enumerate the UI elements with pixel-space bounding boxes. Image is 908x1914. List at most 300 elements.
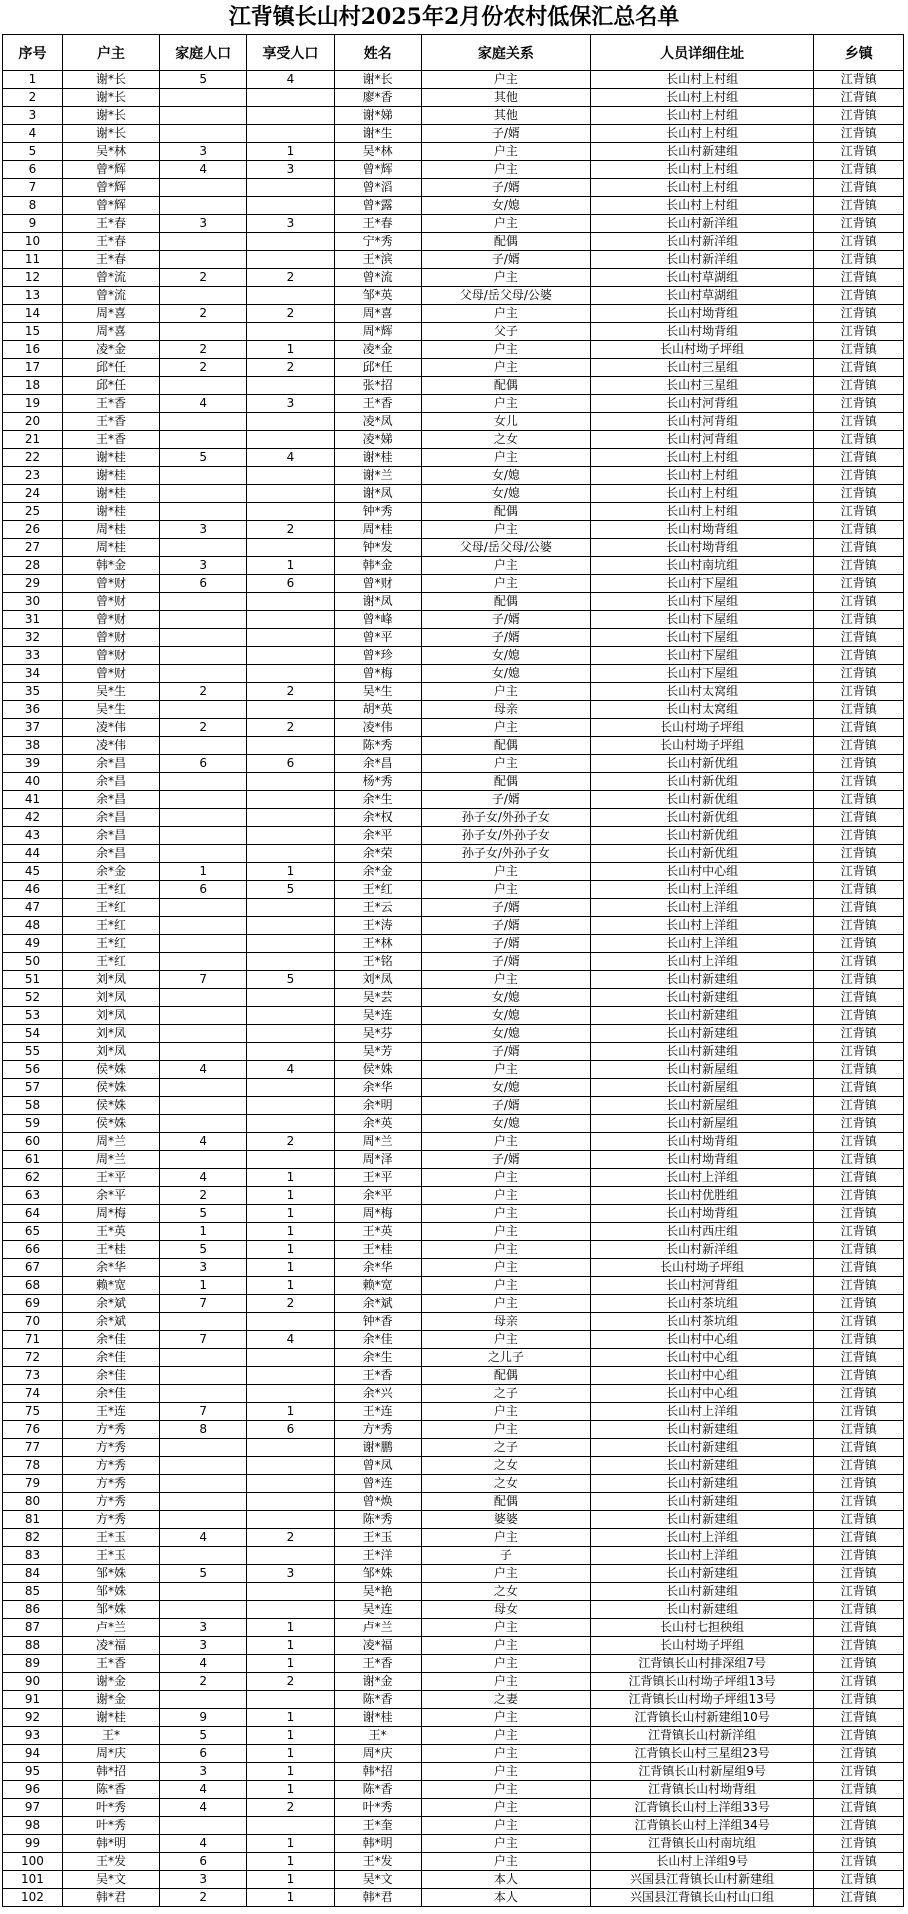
cell-township: 江背镇 bbox=[814, 1835, 904, 1853]
cell-address: 长山村太窝组 bbox=[590, 683, 814, 701]
cell-index: 2 bbox=[3, 89, 63, 107]
cell-township: 江背镇 bbox=[814, 341, 904, 359]
cell-name: 余*兴 bbox=[334, 1385, 421, 1403]
cell-householder: 余*佳 bbox=[62, 1331, 159, 1349]
cell-township: 江背镇 bbox=[814, 197, 904, 215]
cell-address: 长山村上村组 bbox=[590, 467, 814, 485]
cell-name: 曾*凤 bbox=[334, 1457, 421, 1475]
cell-beneficiaries bbox=[247, 539, 334, 557]
cell-township: 江背镇 bbox=[814, 647, 904, 665]
cell-beneficiaries bbox=[247, 1115, 334, 1133]
cell-household-size: 3 bbox=[160, 557, 247, 575]
cell-householder: 曾*财 bbox=[62, 611, 159, 629]
cell-relation: 户主 bbox=[421, 161, 590, 179]
cell-relation: 户主 bbox=[421, 1403, 590, 1421]
cell-beneficiaries bbox=[247, 467, 334, 485]
cell-name: 吴*艳 bbox=[334, 1583, 421, 1601]
cell-address: 长山村坳背组 bbox=[590, 1151, 814, 1169]
cell-name: 周*喜 bbox=[334, 305, 421, 323]
cell-householder: 谢*长 bbox=[62, 71, 159, 89]
cell-name: 王*云 bbox=[334, 899, 421, 917]
table-row bbox=[3, 521, 904, 539]
cell-township: 江背镇 bbox=[814, 1223, 904, 1241]
cell-address: 长山村上洋组 bbox=[590, 917, 814, 935]
cell-relation: 其他 bbox=[421, 107, 590, 125]
cell-beneficiaries bbox=[247, 1313, 334, 1331]
cell-relation: 户主 bbox=[421, 1745, 590, 1763]
cell-household-size bbox=[160, 1817, 247, 1835]
cell-index: 43 bbox=[3, 827, 63, 845]
cell-township: 江背镇 bbox=[814, 305, 904, 323]
cell-householder: 邱*任 bbox=[62, 377, 159, 395]
cell-relation: 配偶 bbox=[421, 1493, 590, 1511]
cell-index: 86 bbox=[3, 1601, 63, 1619]
cell-householder: 曾*财 bbox=[62, 629, 159, 647]
cell-household-size: 4 bbox=[160, 161, 247, 179]
cell-address: 长山村河背组 bbox=[590, 413, 814, 431]
cell-index: 80 bbox=[3, 1493, 63, 1511]
cell-beneficiaries bbox=[247, 1349, 334, 1367]
cell-beneficiaries: 1 bbox=[247, 1223, 334, 1241]
cell-index: 92 bbox=[3, 1709, 63, 1727]
cell-address: 长山村坳子坪组 bbox=[590, 1259, 814, 1277]
cell-household-size: 4 bbox=[160, 395, 247, 413]
cell-householder: 谢*桂 bbox=[62, 485, 159, 503]
cell-name: 周*庆 bbox=[334, 1745, 421, 1763]
table-row bbox=[3, 1151, 904, 1169]
cell-householder: 周*桂 bbox=[62, 521, 159, 539]
cell-address: 长山村新建组 bbox=[590, 1511, 814, 1529]
cell-relation: 女/媳 bbox=[421, 1115, 590, 1133]
cell-relation: 户主 bbox=[421, 1259, 590, 1277]
cell-address: 长山村新优组 bbox=[590, 773, 814, 791]
cell-address: 长山村上村组 bbox=[590, 179, 814, 197]
cell-address: 长山村新建组 bbox=[590, 1601, 814, 1619]
cell-householder: 刘*凤 bbox=[62, 989, 159, 1007]
cell-address: 江背镇长山村新屋组9号 bbox=[590, 1763, 814, 1781]
cell-relation: 子/婿 bbox=[421, 917, 590, 935]
cell-address: 长山村上村组 bbox=[590, 89, 814, 107]
cell-household-size: 2 bbox=[160, 1673, 247, 1691]
cell-index: 101 bbox=[3, 1871, 63, 1889]
cell-township: 江背镇 bbox=[814, 1079, 904, 1097]
cell-address: 长山村新建组 bbox=[590, 1421, 814, 1439]
table-row bbox=[3, 1079, 904, 1097]
cell-name: 赖*宽 bbox=[334, 1277, 421, 1295]
cell-township: 江背镇 bbox=[814, 503, 904, 521]
cell-township: 江背镇 bbox=[814, 629, 904, 647]
cell-township: 江背镇 bbox=[814, 863, 904, 881]
cell-householder: 方*秀 bbox=[62, 1439, 159, 1457]
cell-beneficiaries bbox=[247, 1547, 334, 1565]
cell-householder: 王*英 bbox=[62, 1223, 159, 1241]
table-row bbox=[3, 269, 904, 287]
cell-index: 61 bbox=[3, 1151, 63, 1169]
cell-beneficiaries bbox=[247, 809, 334, 827]
cell-beneficiaries bbox=[247, 1097, 334, 1115]
cell-relation: 本人 bbox=[421, 1889, 590, 1907]
cell-name: 刘*凤 bbox=[334, 971, 421, 989]
table-row bbox=[3, 1403, 904, 1421]
cell-name: 余*生 bbox=[334, 1349, 421, 1367]
cell-relation: 子/婿 bbox=[421, 251, 590, 269]
cell-beneficiaries bbox=[247, 1385, 334, 1403]
cell-township: 江背镇 bbox=[814, 719, 904, 737]
cell-household-size: 5 bbox=[160, 1565, 247, 1583]
cell-relation: 子/婿 bbox=[421, 935, 590, 953]
cell-index: 14 bbox=[3, 305, 63, 323]
cell-address: 长山村下屋组 bbox=[590, 575, 814, 593]
cell-address: 长山村新洋组 bbox=[590, 251, 814, 269]
table-row bbox=[3, 611, 904, 629]
cell-householder: 余*昌 bbox=[62, 791, 159, 809]
cell-householder: 韩*明 bbox=[62, 1835, 159, 1853]
column-header-township: 乡镇 bbox=[814, 35, 904, 71]
cell-index: 59 bbox=[3, 1115, 63, 1133]
cell-address: 长山村中心组 bbox=[590, 1349, 814, 1367]
table-row bbox=[3, 485, 904, 503]
cell-address: 长山村上洋组 bbox=[590, 881, 814, 899]
cell-name: 曾*珍 bbox=[334, 647, 421, 665]
cell-index: 78 bbox=[3, 1457, 63, 1475]
cell-householder: 谢*桂 bbox=[62, 503, 159, 521]
table-row bbox=[3, 1853, 904, 1871]
cell-address: 长山村上洋组 bbox=[590, 1547, 814, 1565]
cell-relation: 配偶 bbox=[421, 1367, 590, 1385]
table-row bbox=[3, 755, 904, 773]
cell-address: 长山村新建组 bbox=[590, 143, 814, 161]
table-row bbox=[3, 1691, 904, 1709]
cell-address: 长山村上村组 bbox=[590, 125, 814, 143]
cell-address: 长山村中心组 bbox=[590, 1385, 814, 1403]
table-row bbox=[3, 629, 904, 647]
cell-name: 王*涛 bbox=[334, 917, 421, 935]
cell-township: 江背镇 bbox=[814, 107, 904, 125]
cell-relation: 婆婆 bbox=[421, 1511, 590, 1529]
cell-name: 谢*凤 bbox=[334, 485, 421, 503]
cell-name: 曾*连 bbox=[334, 1475, 421, 1493]
cell-name: 周*桂 bbox=[334, 521, 421, 539]
cell-household-size: 4 bbox=[160, 1529, 247, 1547]
table-row bbox=[3, 1709, 904, 1727]
cell-beneficiaries: 1 bbox=[247, 1889, 334, 1907]
cell-beneficiaries: 4 bbox=[247, 1061, 334, 1079]
table-row bbox=[3, 989, 904, 1007]
cell-beneficiaries bbox=[247, 1439, 334, 1457]
cell-address: 长山村上洋组9号 bbox=[590, 1853, 814, 1871]
cell-beneficiaries: 1 bbox=[247, 1619, 334, 1637]
cell-township: 江背镇 bbox=[814, 845, 904, 863]
cell-relation: 户主 bbox=[421, 1565, 590, 1583]
cell-address: 长山村上村组 bbox=[590, 485, 814, 503]
cell-beneficiaries bbox=[247, 197, 334, 215]
cell-household-size: 3 bbox=[160, 215, 247, 233]
cell-household-size: 2 bbox=[160, 269, 247, 287]
cell-relation: 女/媳 bbox=[421, 467, 590, 485]
cell-beneficiaries bbox=[247, 917, 334, 935]
table-row bbox=[3, 1493, 904, 1511]
cell-beneficiaries bbox=[247, 827, 334, 845]
cell-householder: 谢*长 bbox=[62, 125, 159, 143]
cell-address: 长山村新屋组 bbox=[590, 1079, 814, 1097]
cell-index: 48 bbox=[3, 917, 63, 935]
cell-township: 江背镇 bbox=[814, 1673, 904, 1691]
cell-index: 73 bbox=[3, 1367, 63, 1385]
table-row bbox=[3, 863, 904, 881]
cell-township: 江背镇 bbox=[814, 1565, 904, 1583]
cell-address: 长山村优胜组 bbox=[590, 1187, 814, 1205]
cell-name: 胡*英 bbox=[334, 701, 421, 719]
cell-name: 王* bbox=[334, 1727, 421, 1745]
cell-township: 江背镇 bbox=[814, 1205, 904, 1223]
table-row bbox=[3, 557, 904, 575]
cell-index: 36 bbox=[3, 701, 63, 719]
cell-relation: 户主 bbox=[421, 1529, 590, 1547]
cell-index: 34 bbox=[3, 665, 63, 683]
cell-index: 98 bbox=[3, 1817, 63, 1835]
cell-householder: 周*喜 bbox=[62, 323, 159, 341]
cell-address: 长山村上洋组 bbox=[590, 1529, 814, 1547]
cell-index: 19 bbox=[3, 395, 63, 413]
table-row bbox=[3, 305, 904, 323]
cell-township: 江背镇 bbox=[814, 1889, 904, 1907]
cell-householder: 邱*任 bbox=[62, 359, 159, 377]
cell-address: 长山村茶坑组 bbox=[590, 1295, 814, 1313]
cell-householder: 邹*姝 bbox=[62, 1583, 159, 1601]
cell-index: 15 bbox=[3, 323, 63, 341]
cell-household-size: 4 bbox=[160, 1799, 247, 1817]
cell-address: 长山村坳子坪组 bbox=[590, 737, 814, 755]
table-row bbox=[3, 1655, 904, 1673]
cell-name: 王*春 bbox=[334, 215, 421, 233]
cell-name: 邹*姝 bbox=[334, 1565, 421, 1583]
table-row bbox=[3, 647, 904, 665]
cell-address: 长山村新优组 bbox=[590, 827, 814, 845]
cell-beneficiaries bbox=[247, 845, 334, 863]
cell-address: 江背镇长山村坳子坪组13号 bbox=[590, 1673, 814, 1691]
cell-township: 江背镇 bbox=[814, 1691, 904, 1709]
cell-name: 谢*生 bbox=[334, 125, 421, 143]
cell-beneficiaries: 4 bbox=[247, 71, 334, 89]
cell-index: 51 bbox=[3, 971, 63, 989]
cell-index: 37 bbox=[3, 719, 63, 737]
cell-address: 长山村上村组 bbox=[590, 71, 814, 89]
cell-householder: 王*红 bbox=[62, 953, 159, 971]
cell-relation: 母亲 bbox=[421, 701, 590, 719]
cell-beneficiaries bbox=[247, 1043, 334, 1061]
cell-township: 江背镇 bbox=[814, 1511, 904, 1529]
cell-index: 94 bbox=[3, 1745, 63, 1763]
cell-relation: 子/婿 bbox=[421, 791, 590, 809]
cell-address: 长山村中心组 bbox=[590, 863, 814, 881]
cell-householder: 吴*生 bbox=[62, 701, 159, 719]
cell-address: 长山村新屋组 bbox=[590, 1061, 814, 1079]
table-row bbox=[3, 1421, 904, 1439]
cell-relation: 之妻 bbox=[421, 1691, 590, 1709]
cell-township: 江背镇 bbox=[814, 575, 904, 593]
cell-index: 72 bbox=[3, 1349, 63, 1367]
table-row bbox=[3, 737, 904, 755]
cell-household-size bbox=[160, 827, 247, 845]
cell-name: 凌*金 bbox=[334, 341, 421, 359]
cell-householder: 王*红 bbox=[62, 935, 159, 953]
cell-name: 谢*兰 bbox=[334, 467, 421, 485]
cell-household-size: 1 bbox=[160, 863, 247, 881]
cell-name: 谢*鹏 bbox=[334, 1439, 421, 1457]
cell-township: 江背镇 bbox=[814, 935, 904, 953]
cell-household-size bbox=[160, 1385, 247, 1403]
cell-beneficiaries: 1 bbox=[247, 1205, 334, 1223]
cell-name: 曾*滔 bbox=[334, 179, 421, 197]
cell-beneficiaries: 1 bbox=[247, 341, 334, 359]
cell-beneficiaries bbox=[247, 737, 334, 755]
cell-beneficiaries bbox=[247, 1079, 334, 1097]
column-header-index: 序号 bbox=[3, 35, 63, 71]
cell-address: 长山村下屋组 bbox=[590, 665, 814, 683]
cell-householder: 王*春 bbox=[62, 215, 159, 233]
cell-householder: 王*春 bbox=[62, 233, 159, 251]
table-row bbox=[3, 1601, 904, 1619]
cell-relation: 母亲 bbox=[421, 1313, 590, 1331]
table-row bbox=[3, 1097, 904, 1115]
cell-householder: 赖*宽 bbox=[62, 1277, 159, 1295]
cell-address: 江背镇长山村南坑组 bbox=[590, 1835, 814, 1853]
cell-address: 江背镇长山村三星组23号 bbox=[590, 1745, 814, 1763]
cell-address: 长山村新建组 bbox=[590, 1493, 814, 1511]
table-row bbox=[3, 953, 904, 971]
cell-household-size bbox=[160, 89, 247, 107]
cell-township: 江背镇 bbox=[814, 1493, 904, 1511]
cell-beneficiaries: 6 bbox=[247, 575, 334, 593]
cell-township: 江背镇 bbox=[814, 1385, 904, 1403]
table-row bbox=[3, 1565, 904, 1583]
cell-beneficiaries: 3 bbox=[247, 395, 334, 413]
cell-beneficiaries: 2 bbox=[247, 305, 334, 323]
column-header-household-size: 家庭人口 bbox=[160, 35, 247, 71]
cell-name: 王*红 bbox=[334, 881, 421, 899]
table-row bbox=[3, 215, 904, 233]
cell-index: 7 bbox=[3, 179, 63, 197]
cell-address: 长山村西庄组 bbox=[590, 1223, 814, 1241]
cell-name: 王*桂 bbox=[334, 1241, 421, 1259]
cell-household-size: 3 bbox=[160, 1637, 247, 1655]
cell-index: 31 bbox=[3, 611, 63, 629]
cell-name: 余*平 bbox=[334, 827, 421, 845]
cell-address: 长山村新建组 bbox=[590, 971, 814, 989]
cell-relation: 孙子女/外孙子女 bbox=[421, 827, 590, 845]
cell-householder: 方*秀 bbox=[62, 1475, 159, 1493]
cell-relation: 户主 bbox=[421, 1853, 590, 1871]
cell-name: 曾*梅 bbox=[334, 665, 421, 683]
cell-householder: 方*秀 bbox=[62, 1493, 159, 1511]
cell-index: 64 bbox=[3, 1205, 63, 1223]
cell-relation: 子/婿 bbox=[421, 1043, 590, 1061]
cell-relation: 配偶 bbox=[421, 737, 590, 755]
table-row bbox=[3, 1007, 904, 1025]
cell-index: 87 bbox=[3, 1619, 63, 1637]
cell-beneficiaries bbox=[247, 1367, 334, 1385]
table-row bbox=[3, 233, 904, 251]
cell-relation: 户主 bbox=[421, 1169, 590, 1187]
cell-householder: 邹*姝 bbox=[62, 1565, 159, 1583]
cell-relation: 户主 bbox=[421, 359, 590, 377]
cell-beneficiaries: 1 bbox=[247, 1835, 334, 1853]
table-row bbox=[3, 1547, 904, 1565]
cell-township: 江背镇 bbox=[814, 233, 904, 251]
table-row bbox=[3, 1457, 904, 1475]
cell-household-size bbox=[160, 431, 247, 449]
cell-address: 长山村上村组 bbox=[590, 107, 814, 125]
cell-relation: 户主 bbox=[421, 1421, 590, 1439]
cell-address: 长山村坳子坪组 bbox=[590, 719, 814, 737]
column-header-name: 姓名 bbox=[334, 35, 421, 71]
table-row bbox=[3, 1367, 904, 1385]
cell-relation: 户主 bbox=[421, 521, 590, 539]
cell-household-size: 5 bbox=[160, 1727, 247, 1745]
table-row bbox=[3, 1439, 904, 1457]
cell-householder: 王*桂 bbox=[62, 1241, 159, 1259]
cell-beneficiaries bbox=[247, 1601, 334, 1619]
cell-household-size: 3 bbox=[160, 1259, 247, 1277]
cell-name: 宁*秀 bbox=[334, 233, 421, 251]
cell-index: 41 bbox=[3, 791, 63, 809]
cell-household-size: 2 bbox=[160, 1187, 247, 1205]
cell-name: 侯*姝 bbox=[334, 1061, 421, 1079]
cell-householder: 曾*辉 bbox=[62, 179, 159, 197]
cell-name: 曾*流 bbox=[334, 269, 421, 287]
cell-township: 江背镇 bbox=[814, 1475, 904, 1493]
cell-householder: 王*春 bbox=[62, 251, 159, 269]
cell-household-size: 6 bbox=[160, 575, 247, 593]
cell-relation: 户主 bbox=[421, 881, 590, 899]
cell-address: 长山村新洋组 bbox=[590, 233, 814, 251]
cell-address: 长山村坳背组 bbox=[590, 539, 814, 557]
cell-householder: 叶*秀 bbox=[62, 1817, 159, 1835]
cell-address: 长山村新建组 bbox=[590, 1007, 814, 1025]
cell-beneficiaries bbox=[247, 323, 334, 341]
table-row bbox=[3, 107, 904, 125]
cell-beneficiaries: 1 bbox=[247, 1763, 334, 1781]
cell-relation: 父母/岳父母/公婆 bbox=[421, 287, 590, 305]
table-row bbox=[3, 539, 904, 557]
cell-beneficiaries bbox=[247, 1025, 334, 1043]
cell-householder: 周*梅 bbox=[62, 1205, 159, 1223]
cell-household-size: 4 bbox=[160, 1835, 247, 1853]
cell-household-size bbox=[160, 413, 247, 431]
cell-index: 79 bbox=[3, 1475, 63, 1493]
cell-householder: 王* bbox=[62, 1727, 159, 1745]
cell-relation: 孙子女/外孙子女 bbox=[421, 809, 590, 827]
cell-index: 89 bbox=[3, 1655, 63, 1673]
cell-name: 余*华 bbox=[334, 1079, 421, 1097]
cell-township: 江背镇 bbox=[814, 899, 904, 917]
cell-beneficiaries: 4 bbox=[247, 449, 334, 467]
cell-index: 6 bbox=[3, 161, 63, 179]
cell-index: 102 bbox=[3, 1889, 63, 1907]
cell-index: 85 bbox=[3, 1583, 63, 1601]
cell-township: 江背镇 bbox=[814, 989, 904, 1007]
cell-name: 王*林 bbox=[334, 935, 421, 953]
cell-householder: 谢*长 bbox=[62, 107, 159, 125]
cell-index: 22 bbox=[3, 449, 63, 467]
cell-household-size: 2 bbox=[160, 719, 247, 737]
cell-name: 吴*生 bbox=[334, 683, 421, 701]
cell-township: 江背镇 bbox=[814, 125, 904, 143]
cell-name: 韩*明 bbox=[334, 1835, 421, 1853]
cell-name: 叶*秀 bbox=[334, 1799, 421, 1817]
cell-township: 江背镇 bbox=[814, 1817, 904, 1835]
cell-household-size: 8 bbox=[160, 1421, 247, 1439]
